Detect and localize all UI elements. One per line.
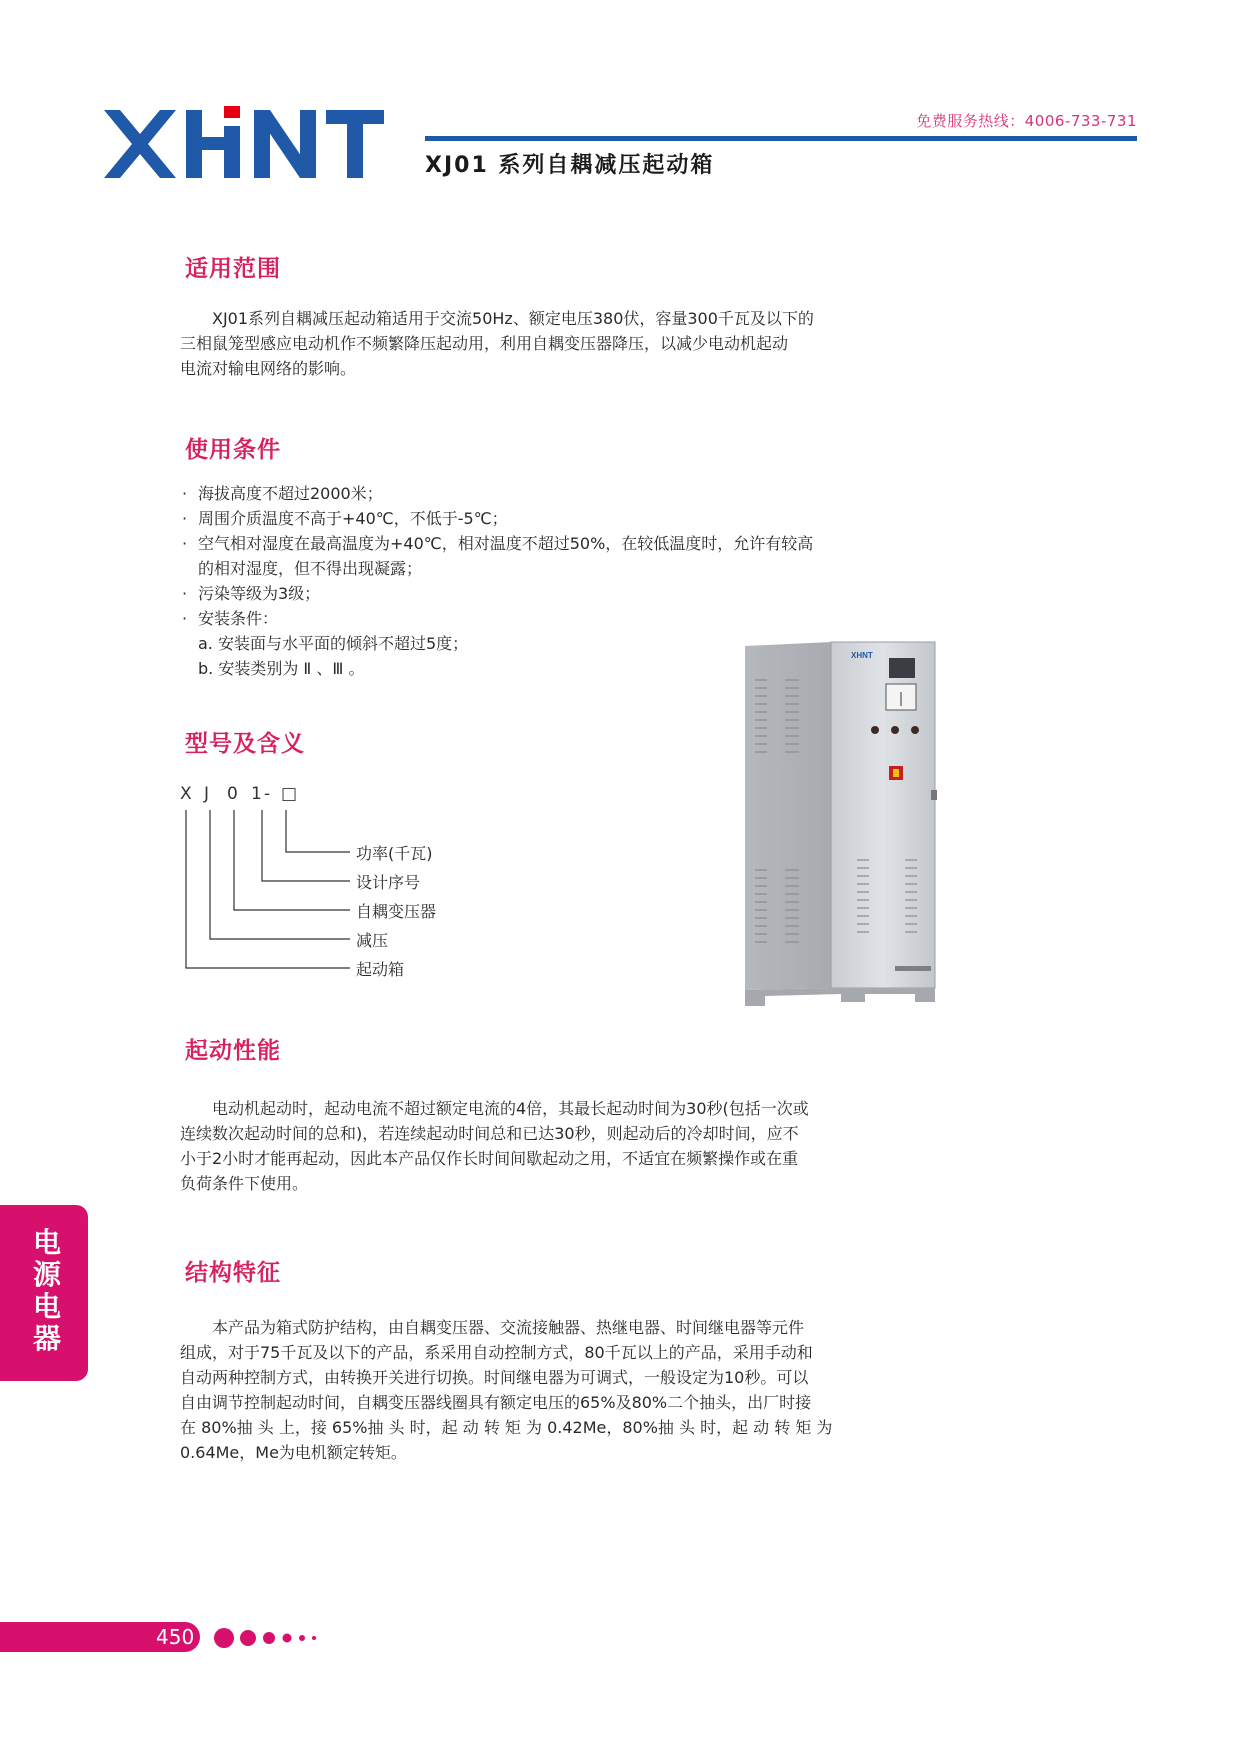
- hotline-text: 免费服务热线：4006-733-731: [916, 112, 1137, 130]
- document-title: XJ01 系列自耦减压起动箱: [425, 153, 715, 178]
- model-label-design-seq: 设计序号: [356, 873, 421, 892]
- side-tab-label: 电源电器: [32, 1226, 61, 1355]
- model-char: J: [204, 784, 210, 804]
- page-number: 450: [156, 1625, 195, 1649]
- condition-item: · 海拔高度不超过2000米；: [182, 484, 383, 503]
- performance-line: 连续数次起动时间的总和)，若连续起动时间总和已达30秒，则起动后的冷却时间，应不: [180, 1124, 799, 1143]
- model-char: X: [180, 784, 192, 804]
- condition-subitem: b. 安装类别为 Ⅱ 、Ⅲ 。: [198, 659, 365, 678]
- model-char: -: [264, 784, 271, 804]
- performance-line: 电动机起动时，起动电流不超过额定电流的4倍，其最长起动时间为30秒(包括一次或: [212, 1099, 809, 1118]
- footer-dots: [212, 1626, 322, 1650]
- condition-item: · 空气相对湿度在最高温度为+40℃，相对温度不超过50%，在较低温度时，允许有较高: [182, 534, 814, 553]
- structure-line: 0.64Me，Me为电机额定转矩。: [180, 1443, 407, 1462]
- structure-line: 自由调节控制起动时间，自耦变压器线圈具有额定电压的65%及80%二个抽头，出厂时接: [180, 1393, 812, 1412]
- conditions-heading: 使用条件: [185, 437, 281, 463]
- model-label-power: 功率(千瓦): [356, 844, 433, 863]
- scope-line: XJ01系列自耦减压起动箱适用于交流50Hz、额定电压380伏，容量300千瓦及以下的: [212, 309, 814, 328]
- condition-item-cont: 的相对湿度，但不得出现凝露；: [198, 559, 423, 578]
- model-label-transformer: 自耦变压器: [356, 902, 437, 921]
- model-char: 0: [227, 784, 238, 804]
- model-label-starter-box: 起动箱: [356, 960, 405, 979]
- scope-line: 三相鼠笼型感应电动机作不频繁降压起动用，利用自耦变压器降压，以减少电动机起动: [180, 334, 789, 353]
- condition-subitem: a. 安装面与水平面的倾斜不超过5度；: [198, 634, 469, 653]
- xhnt-logo: [104, 104, 384, 184]
- model-char: □: [281, 784, 298, 804]
- structure-paragraph: [180, 1315, 888, 1465]
- structure-line: 在 80%抽 头 上，接 65%抽 头 时，起 动 转 矩 为 0.42Me，80%抽 头 时，起 动 转 矩 为: [180, 1418, 833, 1437]
- performance-paragraph: [180, 1096, 888, 1196]
- condition-item: · 污染等级为3级；: [182, 584, 321, 603]
- structure-line: 组成，对于75千瓦及以下的产品，系采用自动控制方式，80千瓦以上的产品，采用手动和: [180, 1343, 813, 1362]
- scope-line: 电流对输电网络的影响。: [180, 359, 357, 378]
- header-rule: [425, 136, 1137, 141]
- performance-line: 负荷条件下使用。: [180, 1174, 309, 1193]
- structure-line: 自动两种控制方式，由转换开关进行切换。时间继电器为可调式，一般设定为10秒。可以: [180, 1368, 809, 1387]
- performance-heading: 起动性能: [185, 1038, 281, 1064]
- starter-cabinet-image: [745, 640, 945, 1010]
- performance-line: 小于2小时才能再起动，因此本产品仅作长时间间歇起动之用，不适宜在频繁操作或在重: [180, 1149, 799, 1168]
- model-char: 1: [251, 784, 262, 804]
- model-diagram-lines: [170, 800, 360, 980]
- model-label-reduced: 减压: [356, 931, 389, 950]
- structure-line: 本产品为箱式防护结构，由自耦变压器、交流接触器、热继电器、时间继电器等元件: [212, 1318, 805, 1337]
- model-heading: 型号及含义: [185, 731, 305, 757]
- category-side-tab: [0, 1205, 88, 1381]
- structure-heading: 结构特征: [185, 1260, 281, 1286]
- condition-item: · 周围介质温度不高于+40℃，不低于-5℃；: [182, 509, 508, 528]
- condition-item: · 安装条件：: [182, 609, 279, 628]
- svg-text:XHNT: XHNT: [851, 651, 873, 660]
- scope-heading: 适用范围: [185, 256, 281, 282]
- scope-paragraph: [180, 306, 888, 381]
